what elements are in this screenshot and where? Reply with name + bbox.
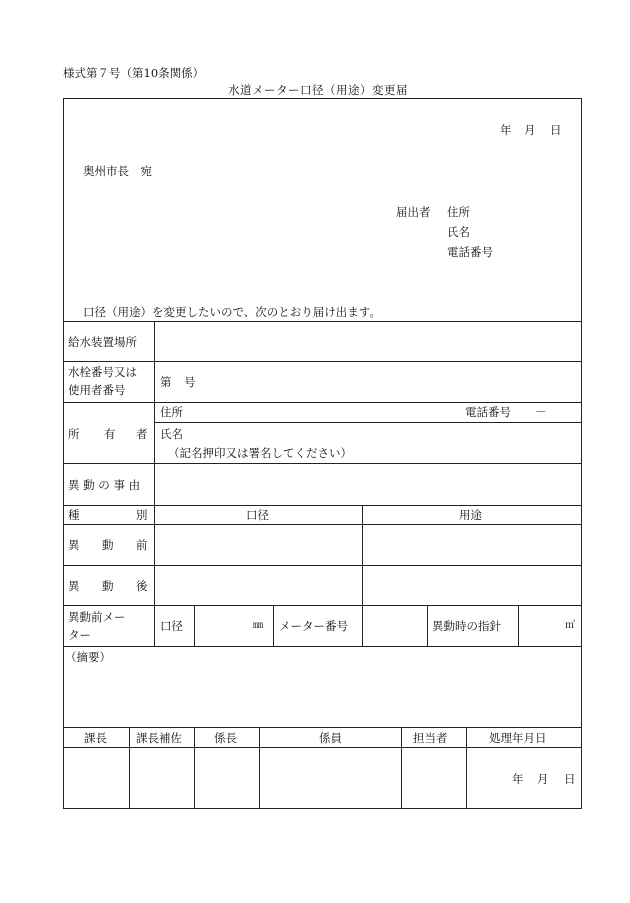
divider (401, 727, 402, 808)
owner-phone-label: 電話番号 (465, 405, 511, 419)
divider (63, 747, 582, 748)
approval-date-day: 日 (564, 772, 576, 786)
hydrant-value-suffix: 号 (184, 375, 196, 389)
divider (154, 321, 155, 646)
divider (63, 727, 582, 728)
approval-header-unit-chief: 係長 (214, 731, 237, 745)
approval-header-assistant-chief: 課長補佐 (136, 731, 182, 745)
application-form (63, 98, 582, 809)
owner-address-label: 住所 (160, 405, 183, 419)
owner-phone-sep: － (535, 405, 547, 419)
meter-diameter-label: 口径 (160, 619, 183, 633)
form-title: 水道メーター口径（用途）変更届 (228, 83, 408, 97)
after-label-1: 異 (68, 579, 80, 593)
owner-label-3: 者 (136, 427, 148, 441)
owner-name-note: （記名押印又は署名してください） (168, 446, 352, 460)
type-label-1: 種 (68, 508, 80, 522)
divider (154, 422, 582, 423)
remarks-label: （摘要） (65, 650, 111, 664)
divider (63, 321, 582, 322)
intro-text: 口径（用途）を変更したいので、次のとおり届け出ます。 (83, 305, 381, 319)
after-label-2: 動 (102, 579, 114, 593)
owner-name-label: 氏名 (160, 427, 183, 441)
meter-reading-label: 異動時の指針 (432, 619, 501, 633)
before-label-1: 異 (68, 538, 80, 552)
divider (427, 605, 428, 646)
divider (63, 402, 582, 403)
col-usage: 用途 (459, 508, 482, 522)
divider (194, 605, 195, 646)
divider (63, 463, 582, 464)
owner-label-1: 所 (68, 427, 80, 441)
approval-date-month: 月 (537, 772, 549, 786)
divider (466, 727, 467, 808)
approval-header-staff: 係員 (319, 731, 342, 745)
meter-unit-m3: ㎥ (565, 620, 575, 631)
meter-label-line1: 異動前メー (68, 610, 126, 624)
divider (518, 605, 519, 646)
meter-unit-mm: ㎜ (253, 620, 263, 631)
divider (63, 524, 582, 525)
date-day: 日 (550, 123, 562, 137)
hydrant-label-line2: 使用者番号 (68, 383, 126, 397)
applicant-phone-label: 電話番号 (447, 245, 493, 259)
before-label-2: 動 (102, 538, 114, 552)
divider (63, 505, 582, 506)
divider (129, 727, 130, 808)
addressee: 奥州市長 宛 (83, 164, 152, 178)
divider (362, 505, 363, 646)
hydrant-label-line1: 水栓番号又は (68, 365, 137, 379)
meter-number-label: メーター番号 (279, 619, 348, 633)
divider (273, 605, 274, 646)
col-diameter: 口径 (246, 508, 269, 522)
meter-label-line2: ター (68, 628, 91, 642)
after-label-3: 後 (136, 579, 148, 593)
approval-date-year: 年 (512, 772, 524, 786)
divider (259, 727, 260, 808)
divider (63, 646, 582, 647)
divider (63, 565, 582, 566)
owner-label-2: 有 (104, 427, 116, 441)
approval-header-processing-date: 処理年月日 (489, 731, 547, 745)
form-code: 様式第７号（第10条関係） (63, 66, 205, 80)
approval-header-person-in-charge: 担当者 (413, 731, 448, 745)
approval-header-section-chief: 課長 (84, 731, 107, 745)
divider (63, 605, 582, 606)
supply-location-label: 給水装置場所 (68, 335, 137, 349)
applicant-address-label: 住所 (447, 205, 470, 219)
hydrant-value-prefix: 第 (160, 375, 172, 389)
type-label-2: 別 (136, 508, 148, 522)
date-month: 月 (524, 123, 536, 137)
divider (63, 361, 582, 362)
change-reason-label: 異 動 の 事 由 (68, 478, 141, 492)
date-year: 年 (500, 123, 512, 137)
applicant-label: 届出者 (396, 205, 431, 219)
divider (194, 727, 195, 808)
applicant-name-label: 氏名 (447, 225, 470, 239)
before-label-3: 前 (136, 538, 148, 552)
